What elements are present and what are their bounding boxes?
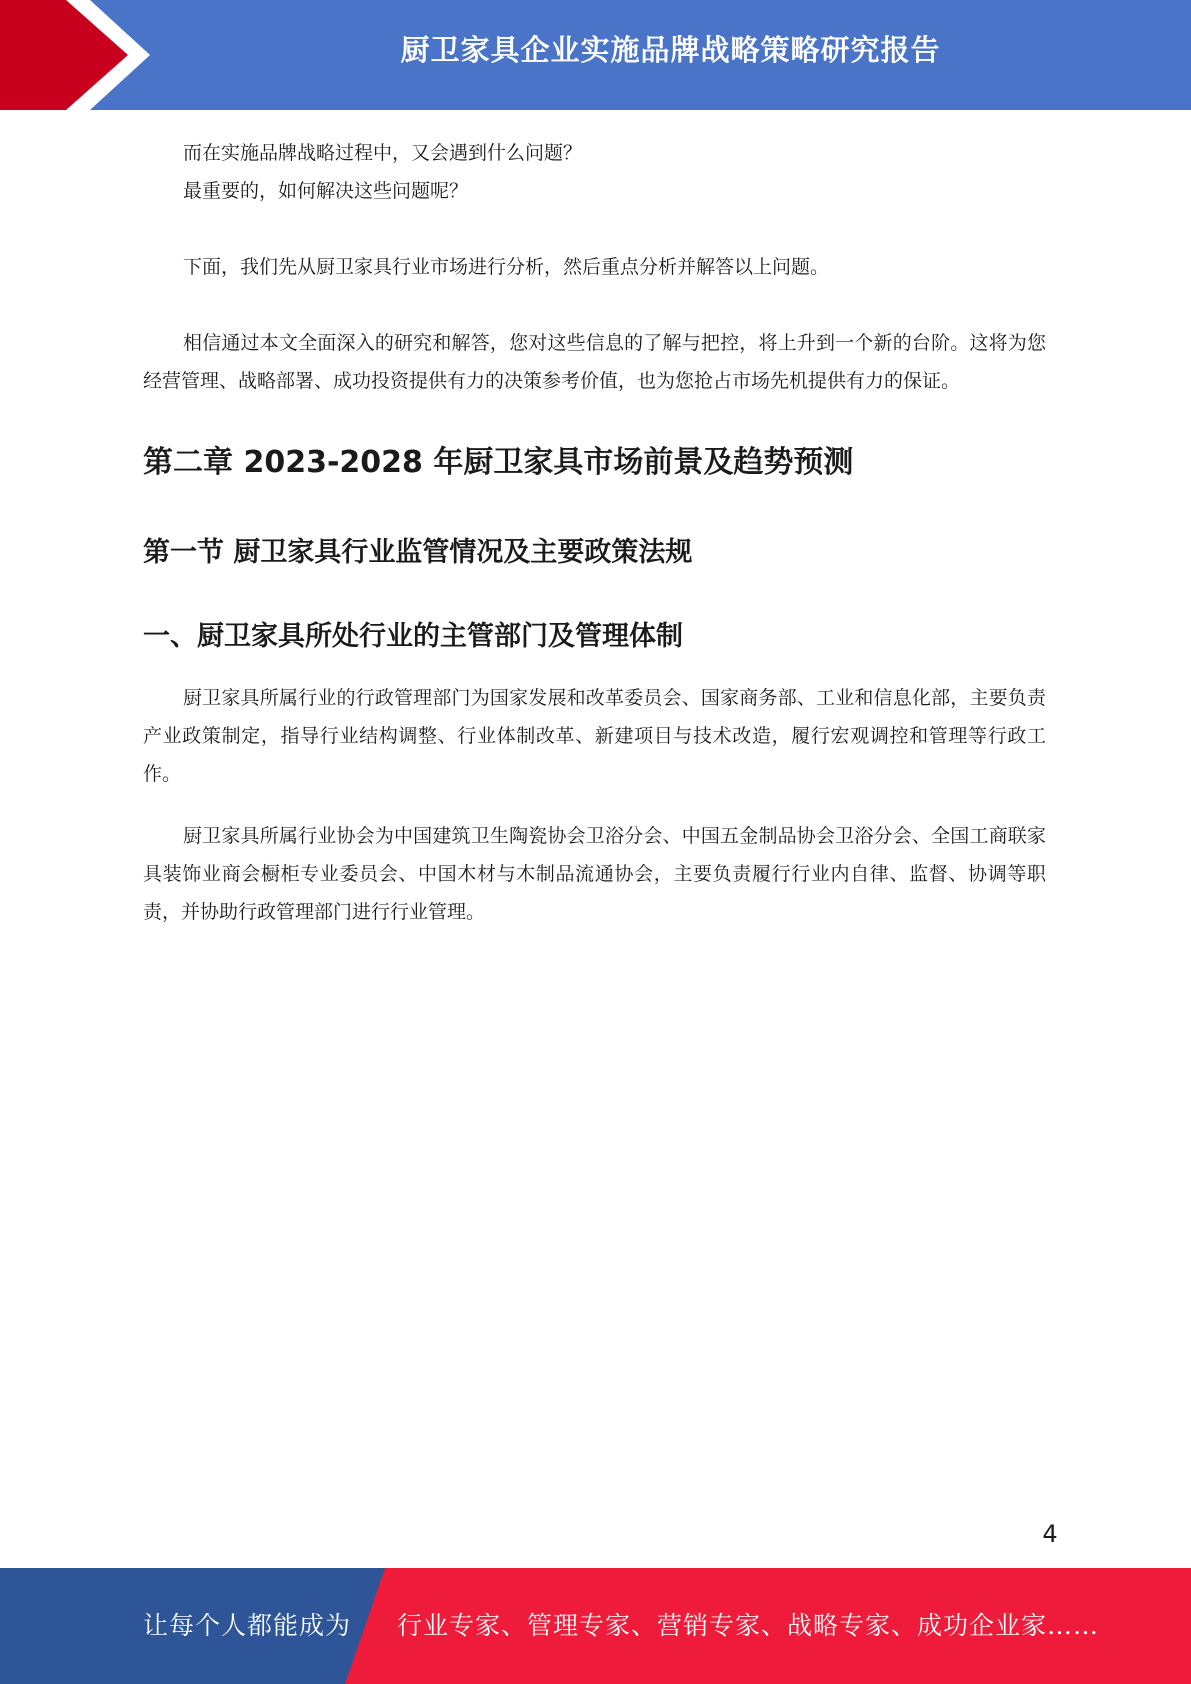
page-header-banner (0, 0, 1191, 110)
association-paragraph: 厨卫家具所属行业协会为中国建筑卫生陶瓷协会卫浴分会、中国五金制品协会卫浴分会、全国工商联家具装饰业商会橱柜专业委员会、中国木材与木制品流通协会，主要负责履行行业内自律、监督、协调等职责，并协助行政管理部门进行行业管理。 (143, 825, 1046, 923)
intro-line-1: 而在实施品牌战略过程中，又会遇到什么问题？ (183, 142, 583, 164)
belief-paragraph: 相信通过本文全面深入的研究和解答，您对这些信息的了解与把控，将上升到一个新的台阶。这将为您经营管理、战略部署、成功投资提供有力的决策参考价值，也为您抢占市场先机提供有力的保证。 (143, 332, 1046, 392)
document-body (143, 134, 1046, 931)
subsection-heading: 一、厨卫家具所处行业的主管部门及管理体制 (143, 621, 683, 652)
admin-paragraph: 厨卫家具所属行业的行政管理部门为国家发展和改革委员会、国家商务部、工业和信息化部，主要负责产业政策制定，指导行业结构调整、行业体制改革、新建项目与技术改造，履行宏观调控和管理等行政工作。 (143, 687, 1046, 785)
section-heading: 第一节 厨卫家具行业监管情况及主要政策法规 (143, 537, 693, 568)
analysis-paragraph: 下面，我们先从厨卫家具行业市场进行分析，然后重点分析并解答以上问题。 (183, 256, 830, 278)
footer-slogan-left: 让每个人都能成为 (143, 1611, 352, 1640)
page-footer-banner (0, 1568, 1191, 1684)
report-title: 厨卫家具企业实施品牌战略策略研究报告 (400, 33, 941, 67)
chapter-heading: 第二章 2023-2028 年厨卫家具市场前景及趋势预测 (143, 445, 854, 480)
footer-slogan-right: 行业专家、管理专家、营销专家、战略专家、成功企业家…… (397, 1611, 1100, 1640)
intro-line-2: 最重要的，如何解决这些问题呢？ (183, 180, 469, 202)
page-number: 4 (1042, 1520, 1058, 1548)
